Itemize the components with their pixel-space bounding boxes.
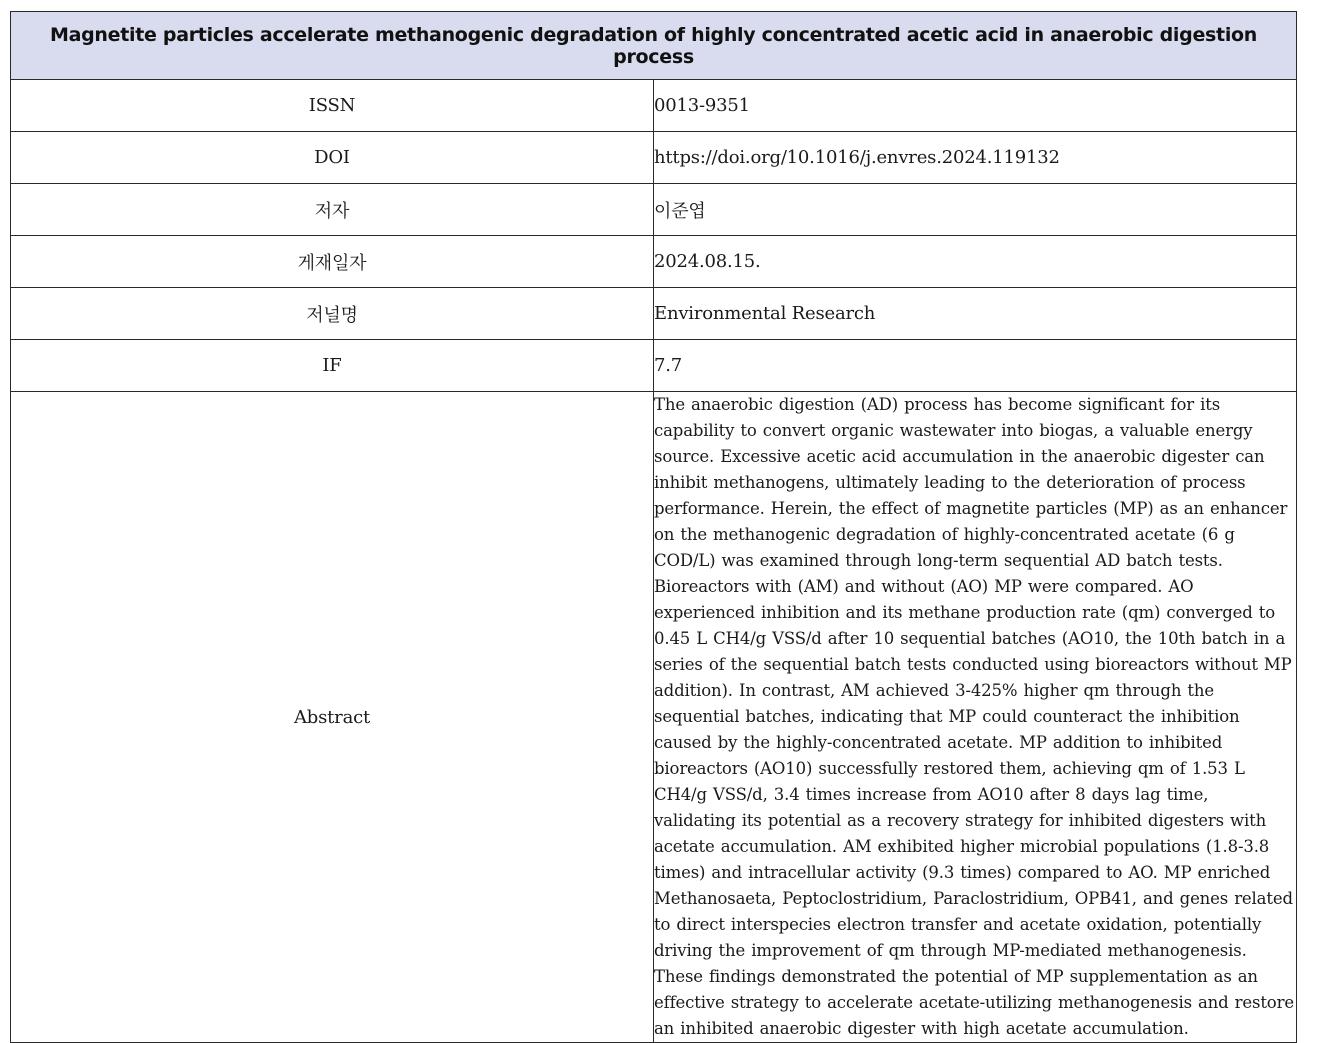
doi-label: DOI	[11, 132, 654, 184]
impact-factor-label: IF	[11, 340, 654, 392]
publication-date-row	[11, 236, 1297, 288]
author-label: 저자	[11, 184, 654, 236]
doi-row	[11, 132, 1297, 184]
publication-date-label: 게재일자	[11, 236, 654, 288]
impact-factor-value: 7.7	[654, 340, 1297, 392]
author-row	[11, 184, 1297, 236]
publication-date-value: 2024.08.15.	[654, 236, 1297, 288]
paper-info-table	[10, 11, 1297, 1043]
abstract-row	[11, 392, 1297, 1043]
journal-label: 저널명	[11, 288, 654, 340]
issn-value: 0013-9351	[654, 80, 1297, 132]
author-value: 이준엽	[654, 184, 1297, 236]
title-row	[11, 12, 1297, 80]
issn-row	[11, 80, 1297, 132]
impact-factor-row	[11, 340, 1297, 392]
issn-label: ISSN	[11, 80, 654, 132]
abstract-text: The anaerobic digestion (AD) process has become significant for its capability to convert organic wastewater into biogas, a valuable energy source. Excessive acetic acid accumulation in the anaerobic digester can inhibit methanogens, ultimately leading to the deterioration of process performance. Herein, the effect of magnetite particles (MP) as an enhancer on the methanogenic degradation of highly-concentrated acetate (6 g COD/L) was examined through long-term sequential AD batch tests. Bioreactors with (AM) and without (AO) MP were compared. AO experienced inhibition and its methane production rate (qm) converged to 0.45 L CH4/g VSS/d after 10 sequential batches (AO10, the 10th batch in a series of the sequential batch tests conducted using bioreactors without MP addition). In contrast, AM achieved 3-425% higher qm through the sequential batches, indicating that MP could counteract the inhibition caused by the highly-concentrated acetate. MP addition to inhibited bioreactors (AO10) successfully restored them, achieving qm of 1.53 L CH4/g VSS/d, 3.4 times increase from AO10 after 8 days lag time, validating its potential as a recovery strategy for inhibited digesters with acetate accumulation. AM exhibited higher microbial populations (1.8-3.8 times) and intracellular activity (9.3 times) compared to AO. MP enriched Methanosaeta, Peptoclostridium, Paraclostridium, OPB41, and genes related to direct interspecies electron transfer and acetate oxidation, potentially driving the improvement of qm through MP-mediated methanogenesis. These findings demonstrated the potential of MP supplementation as an effective strategy to accelerate acetate-utilizing methanogenesis and restore an inhibited anaerobic digester with high acetate accumulation.	[654, 392, 1297, 1043]
paper-title: Magnetite particles accelerate methanogenic degradation of highly concentrated acetic acid in anaerobic digestion process	[11, 12, 1297, 80]
journal-row	[11, 288, 1297, 340]
doi-value[interactable]: https://doi.org/10.1016/j.envres.2024.119132	[654, 132, 1297, 184]
abstract-label: Abstract	[11, 392, 654, 1043]
journal-value: Environmental Research	[654, 288, 1297, 340]
